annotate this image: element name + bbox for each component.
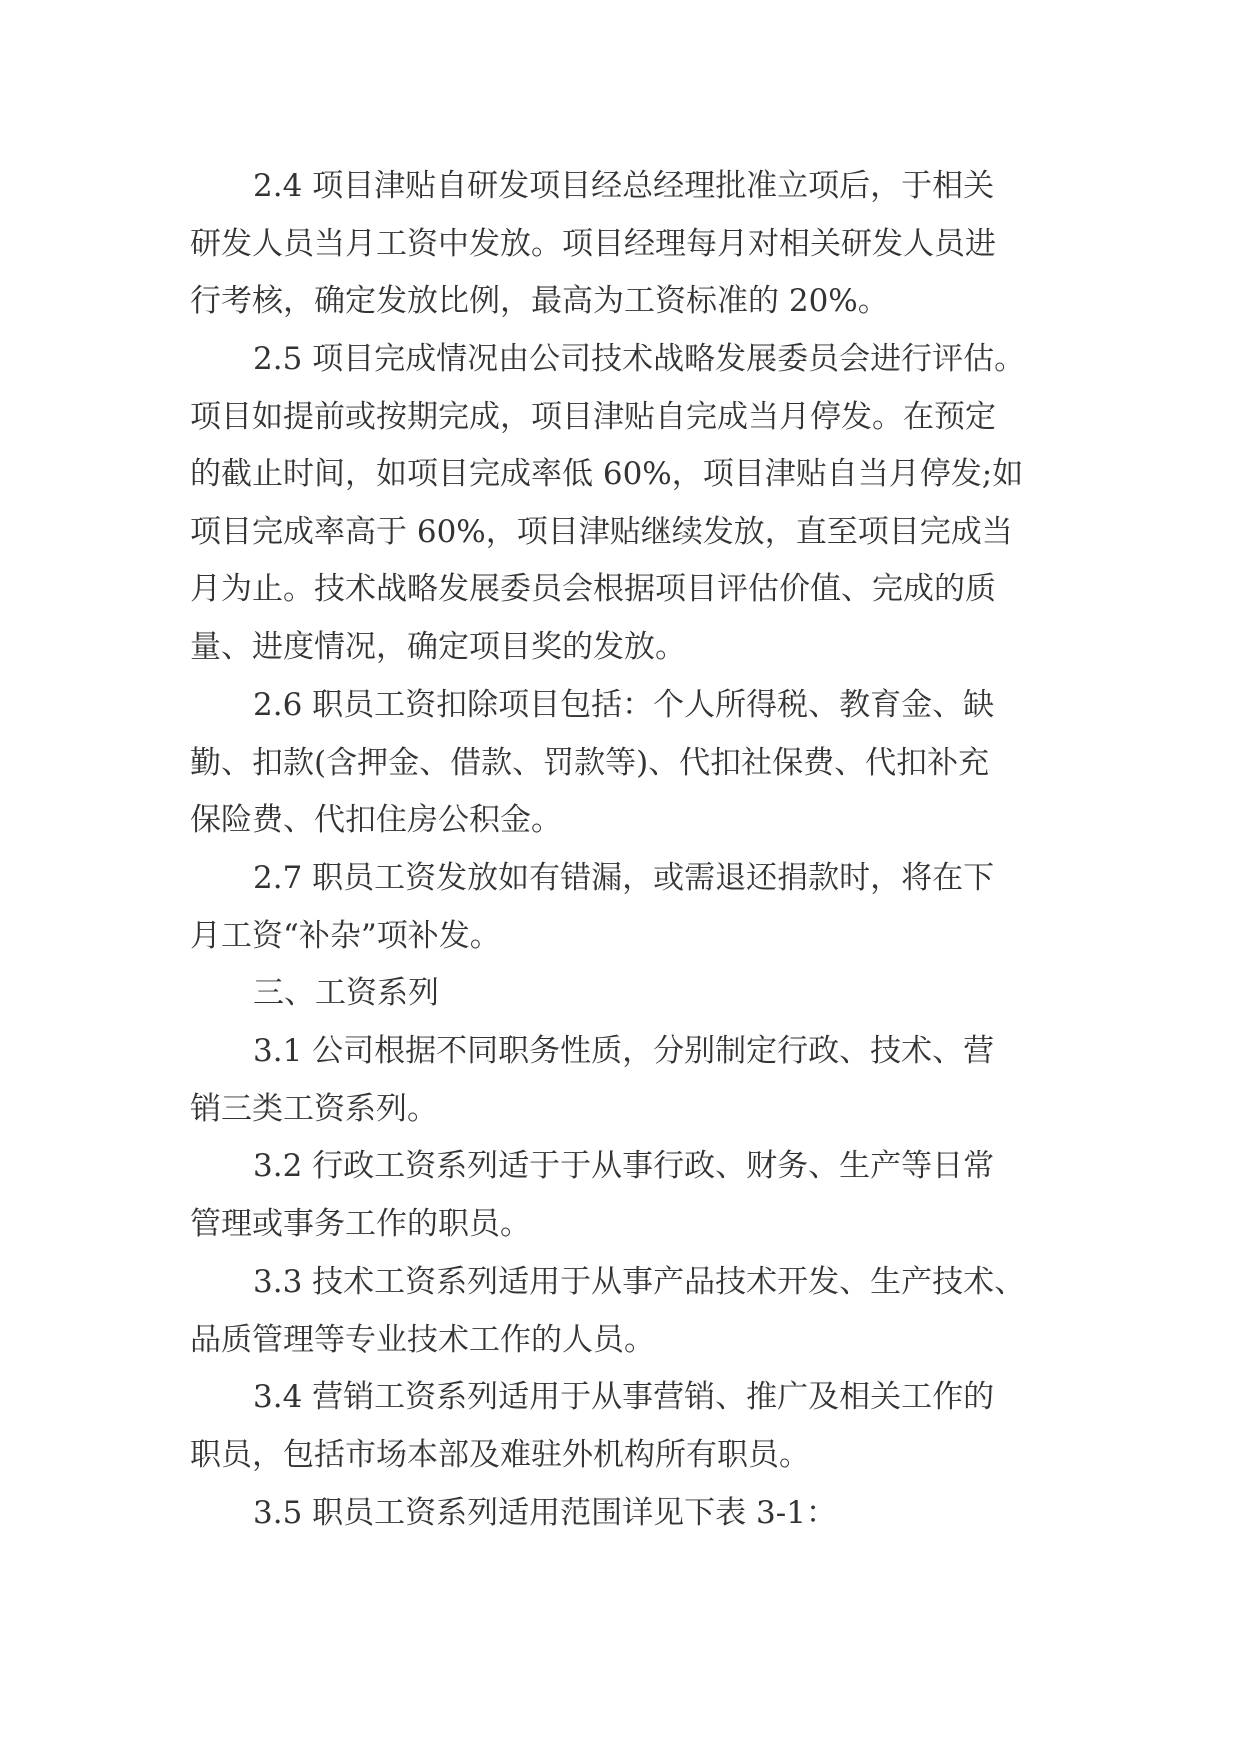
text-line: 2.5 项目完成情况由公司技术战略发展委员会进行评估。 <box>253 341 1026 377</box>
text-line: 月为止。技术战略发展委员会根据项目评估价值、完成的质 <box>190 571 996 607</box>
text-line: 管理或事务工作的职员。 <box>190 1206 531 1242</box>
text-line: 3.3 技术工资系列适用于从事产品技术开发、生产技术、 <box>253 1264 1026 1300</box>
text-line: 3.4 营销工资系列适用于从事营销、推广及相关工作的 <box>253 1379 995 1415</box>
text-line: 研发人员当月工资中发放。项目经理每月对相关研发人员进 <box>190 226 996 262</box>
text-line: 项目完成率高于 60%，项目津贴继续发放，直至项目完成当 <box>190 514 1013 550</box>
text-line: 职员，包括市场本部及难驻外机构所有职员。 <box>190 1437 810 1473</box>
text-line: 行考核，确定发放比例，最高为工资标准的 20%。 <box>190 283 889 319</box>
text-line: 2.4 项目津贴自研发项目经总经理批准立项后，于相关 <box>253 168 995 204</box>
text-line: 品质管理等专业技术工作的人员。 <box>190 1322 655 1358</box>
text-line: 2.6 职员工资扣除项目包括：个人所得税、教育金、缺 <box>253 687 995 723</box>
text-line: 量、进度情况，确定项目奖的发放。 <box>190 629 686 665</box>
text-line: 的截止时间，如项目完成率低 60%，项目津贴自当月停发;如 <box>190 456 1024 492</box>
text-line: 销三类工资系列。 <box>190 1091 438 1127</box>
text-line: 保险费、代扣住房公积金。 <box>190 802 562 838</box>
text-line: 3.5 职员工资系列适用范围详见下表 3-1： <box>253 1495 837 1531</box>
text-line: 3.1 公司根据不同职务性质，分别制定行政、技术、营 <box>253 1033 995 1069</box>
text-line: 3.2 行政工资系列适于于从事行政、财务、生产等日常 <box>253 1148 995 1184</box>
text-line: 月工资“补杂”项补发。 <box>190 918 501 954</box>
text-line: 项目如提前或按期完成，项目津贴自完成当月停发。在预定 <box>190 399 996 435</box>
text-line: 勤、扣款(含押金、借款、罚款等)、代扣社保费、代扣补充 <box>190 745 990 781</box>
text-line: 2.7 职员工资发放如有错漏，或需退还捐款时，将在下 <box>253 860 995 896</box>
section-heading: 三、工资系列 <box>253 975 439 1011</box>
